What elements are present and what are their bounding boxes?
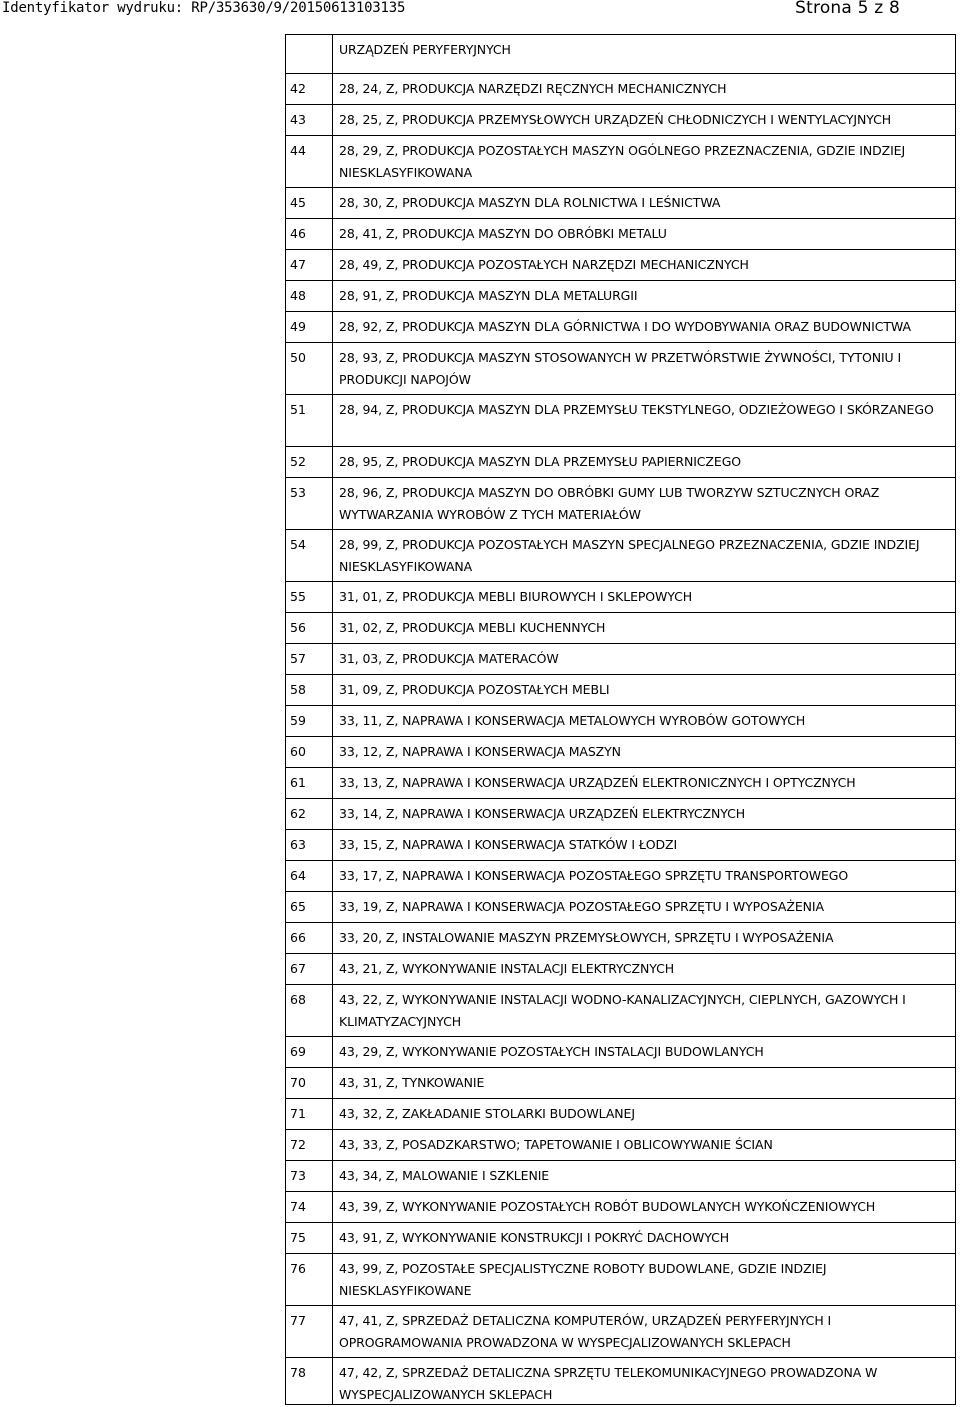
row-number: 59 <box>290 713 306 728</box>
row-description: 33, 13, Z, NAPRAWA I KONSERWACJA URZĄDZEŃ ELEKTRONICZNYCH I OPTYCZNYCH <box>339 775 856 790</box>
row-description: 28, 92, Z, PRODUKCJA MASZYN DLA GÓRNICTWA I DO WYDOBYWANIA ORAZ BUDOWNICTWA <box>339 319 911 334</box>
row-number: 62 <box>290 806 306 821</box>
row-number: 45 <box>290 195 306 210</box>
row-divider <box>285 1305 956 1306</box>
row-number: 51 <box>290 402 306 417</box>
row-divider <box>285 612 956 613</box>
print-identifier: Identyfikator wydruku: RP/353630/9/20150613103135 <box>2 0 406 16</box>
row-description: 28, 91, Z, PRODUKCJA MASZYN DLA METALURGII <box>339 288 638 303</box>
row-number: 55 <box>290 589 306 604</box>
continuation-text: URZĄDZEŃ PERYFERYJNYCH <box>339 42 511 57</box>
row-description: 33, 19, Z, NAPRAWA I KONSERWACJA POZOSTAŁEGO SPRZĘTU I WYPOSAŻENIA <box>339 899 824 914</box>
row-divider <box>285 249 956 250</box>
row-divider <box>285 477 956 478</box>
row-description: 28, 94, Z, PRODUKCJA MASZYN DLA PRZEMYSŁU TEKSTYLNEGO, ODZIEŻOWEGO I SKÓRZANEGO <box>339 402 934 417</box>
row-divider <box>285 1129 956 1130</box>
row-number: 75 <box>290 1230 306 1245</box>
row-divider <box>285 135 956 136</box>
row-divider <box>285 829 956 830</box>
row-divider <box>285 705 956 706</box>
row-divider <box>285 1067 956 1068</box>
row-number: 43 <box>290 112 306 127</box>
row-number: 53 <box>290 485 306 500</box>
row-description: 28, 30, Z, PRODUKCJA MASZYN DLA ROLNICTWA I LEŚNICTWA <box>339 195 721 210</box>
row-number: 76 <box>290 1261 306 1276</box>
row-divider <box>285 1098 956 1099</box>
row-divider <box>285 342 956 343</box>
row-description: 47, 42, Z, SPRZEDAŻ DETALICZNA SPRZĘTU TELEKOMUNIKACYJNEGO PROWADZONA W WYSPECJALIZOWANYCH SKLEPACH <box>339 1365 878 1402</box>
row-number: 77 <box>290 1313 306 1328</box>
row-number: 56 <box>290 620 306 635</box>
row-number: 54 <box>290 537 306 552</box>
row-number: 58 <box>290 682 306 697</box>
row-divider <box>285 1357 956 1358</box>
row-divider <box>285 1222 956 1223</box>
row-description: 33, 12, Z, NAPRAWA I KONSERWACJA MASZYN <box>339 744 621 759</box>
row-description: 43, 21, Z, WYKONYWANIE INSTALACJI ELEKTRYCZNYCH <box>339 961 675 976</box>
row-number: 57 <box>290 651 306 666</box>
row-number: 72 <box>290 1137 306 1152</box>
row-description: 28, 25, Z, PRODUKCJA PRZEMYSŁOWYCH URZĄDZEŃ CHŁODNICZYCH I WENTYLACYJNYCH <box>339 112 892 127</box>
row-description: 33, 15, Z, NAPRAWA I KONSERWACJA STATKÓW I ŁODZI <box>339 837 678 852</box>
row-divider <box>285 529 956 530</box>
row-number: 73 <box>290 1168 306 1183</box>
row-number: 50 <box>290 350 306 365</box>
row-number: 47 <box>290 257 306 272</box>
row-description: 47, 41, Z, SPRZEDAŻ DETALICZNA KOMPUTERÓW, URZĄDZEŃ PERYFERYJNYCH I OPROGRAMOWANIA PROWADZONA W WYSPECJALIZOWANYCH SKLEPACH <box>339 1313 832 1350</box>
row-description: 28, 24, Z, PRODUKCJA NARZĘDZI RĘCZNYCH MECHANICZNYCH <box>339 81 727 96</box>
row-description: 33, 17, Z, NAPRAWA I KONSERWACJA POZOSTAŁEGO SPRZĘTU TRANSPORTOWEGO <box>339 868 849 883</box>
row-divider <box>285 581 956 582</box>
row-number: 42 <box>290 81 306 96</box>
row-divider <box>285 643 956 644</box>
row-divider <box>285 767 956 768</box>
row-description: 31, 09, Z, PRODUKCJA POZOSTAŁYCH MEBLI <box>339 682 610 697</box>
page-header <box>0 0 960 16</box>
row-divider <box>285 798 956 799</box>
row-description: 43, 91, Z, WYKONYWANIE KONSTRUKCJI I POKRYĆ DACHOWYCH <box>339 1230 729 1245</box>
row-divider <box>285 860 956 861</box>
row-divider <box>285 953 956 954</box>
row-description: 31, 03, Z, PRODUKCJA MATERACÓW <box>339 651 559 666</box>
row-number: 49 <box>290 319 306 334</box>
row-divider <box>285 1036 956 1037</box>
row-description: 43, 33, Z, POSADZKARSTWO; TAPETOWANIE I OBLICOWYWANIE ŚCIAN <box>339 1137 773 1152</box>
row-description: 28, 99, Z, PRODUKCJA POZOSTAŁYCH MASZYN SPECJALNEGO PRZEZNACZENIA, GDZIE INDZIEJ NIESKLASYFIKOWANA <box>339 537 920 574</box>
row-number: 63 <box>290 837 306 852</box>
row-divider <box>285 218 956 219</box>
row-description: 43, 31, Z, TYNKOWANIE <box>339 1075 485 1090</box>
row-description: 33, 11, Z, NAPRAWA I KONSERWACJA METALOWYCH WYROBÓW GOTOWYCH <box>339 713 806 728</box>
row-description: 33, 14, Z, NAPRAWA I KONSERWACJA URZĄDZEŃ ELEKTRYCZNYCH <box>339 806 746 821</box>
row-description: 43, 39, Z, WYKONYWANIE POZOSTAŁYCH ROBÓT BUDOWLANYCH WYKOŃCZENIOWYCH <box>339 1199 876 1214</box>
row-number: 78 <box>290 1365 306 1380</box>
row-number: 52 <box>290 454 306 469</box>
row-number: 65 <box>290 899 306 914</box>
row-number: 44 <box>290 143 306 158</box>
column-divider <box>332 34 333 1405</box>
row-description: 43, 32, Z, ZAKŁADANIE STOLARKI BUDOWLANEJ <box>339 1106 635 1121</box>
row-divider <box>285 187 956 188</box>
row-divider <box>285 984 956 985</box>
row-number: 46 <box>290 226 306 241</box>
row-description: 28, 49, Z, PRODUKCJA POZOSTAŁYCH NARZĘDZI MECHANICZNYCH <box>339 257 749 272</box>
row-number: 61 <box>290 775 306 790</box>
row-number: 70 <box>290 1075 306 1090</box>
row-number: 69 <box>290 1044 306 1059</box>
row-divider <box>285 1253 956 1254</box>
row-divider <box>285 446 956 447</box>
row-number: 64 <box>290 868 306 883</box>
row-description: 31, 01, Z, PRODUKCJA MEBLI BIUROWYCH I SKLEPOWYCH <box>339 589 693 604</box>
row-divider <box>285 73 956 74</box>
row-number: 71 <box>290 1106 306 1121</box>
row-divider <box>285 1160 956 1161</box>
row-description: 43, 99, Z, POZOSTAŁE SPECJALISTYCZNE ROBOTY BUDOWLANE, GDZIE INDZIEJ NIESKLASYFIKOWANE <box>339 1261 827 1298</box>
row-divider <box>285 674 956 675</box>
row-divider <box>285 394 956 395</box>
row-number: 66 <box>290 930 306 945</box>
row-number: 60 <box>290 744 306 759</box>
row-description: 28, 93, Z, PRODUKCJA MASZYN STOSOWANYCH W PRZETWÓRSTWIE ŻYWNOŚCI, TYTONIU I PRODUKCJI NAPOJÓW <box>339 350 902 387</box>
row-number: 67 <box>290 961 306 976</box>
row-description: 28, 96, Z, PRODUKCJA MASZYN DO OBRÓBKI GUMY LUB TWORZYW SZTUCZNYCH ORAZ WYTWARZANIA WYROBÓW Z TYCH MATERIAŁÓW <box>339 485 880 522</box>
row-divider <box>285 104 956 105</box>
row-description: 28, 41, Z, PRODUKCJA MASZYN DO OBRÓBKI METALU <box>339 226 667 241</box>
row-description: 43, 22, Z, WYKONYWANIE INSTALACJI WODNO-KANALIZACYJNYCH, CIEPLNYCH, GAZOWYCH I KLIMATYZACYJNYCH <box>339 992 906 1029</box>
row-description: 43, 29, Z, WYKONYWANIE POZOSTAŁYCH INSTALACJI BUDOWLANYCH <box>339 1044 764 1059</box>
row-divider <box>285 736 956 737</box>
row-description: 33, 20, Z, INSTALOWANIE MASZYN PRZEMYSŁOWYCH, SPRZĘTU I WYPOSAŻENIA <box>339 930 834 945</box>
page-number: Strona 5 z 8 <box>795 0 900 18</box>
row-divider <box>285 311 956 312</box>
row-description: 28, 95, Z, PRODUKCJA MASZYN DLA PRZEMYSŁU PAPIERNICZEGO <box>339 454 742 469</box>
row-number: 68 <box>290 992 306 1007</box>
row-description: 31, 02, Z, PRODUKCJA MEBLI KUCHENNYCH <box>339 620 606 635</box>
row-divider <box>285 891 956 892</box>
row-number: 74 <box>290 1199 306 1214</box>
row-divider <box>285 1191 956 1192</box>
row-number: 48 <box>290 288 306 303</box>
row-description: 28, 29, Z, PRODUKCJA POZOSTAŁYCH MASZYN OGÓLNEGO PRZEZNACZENIA, GDZIE INDZIEJ NIESKLASYFIKOWANA <box>339 143 906 180</box>
row-divider <box>285 280 956 281</box>
row-description: 43, 34, Z, MALOWANIE I SZKLENIE <box>339 1168 550 1183</box>
row-divider <box>285 922 956 923</box>
